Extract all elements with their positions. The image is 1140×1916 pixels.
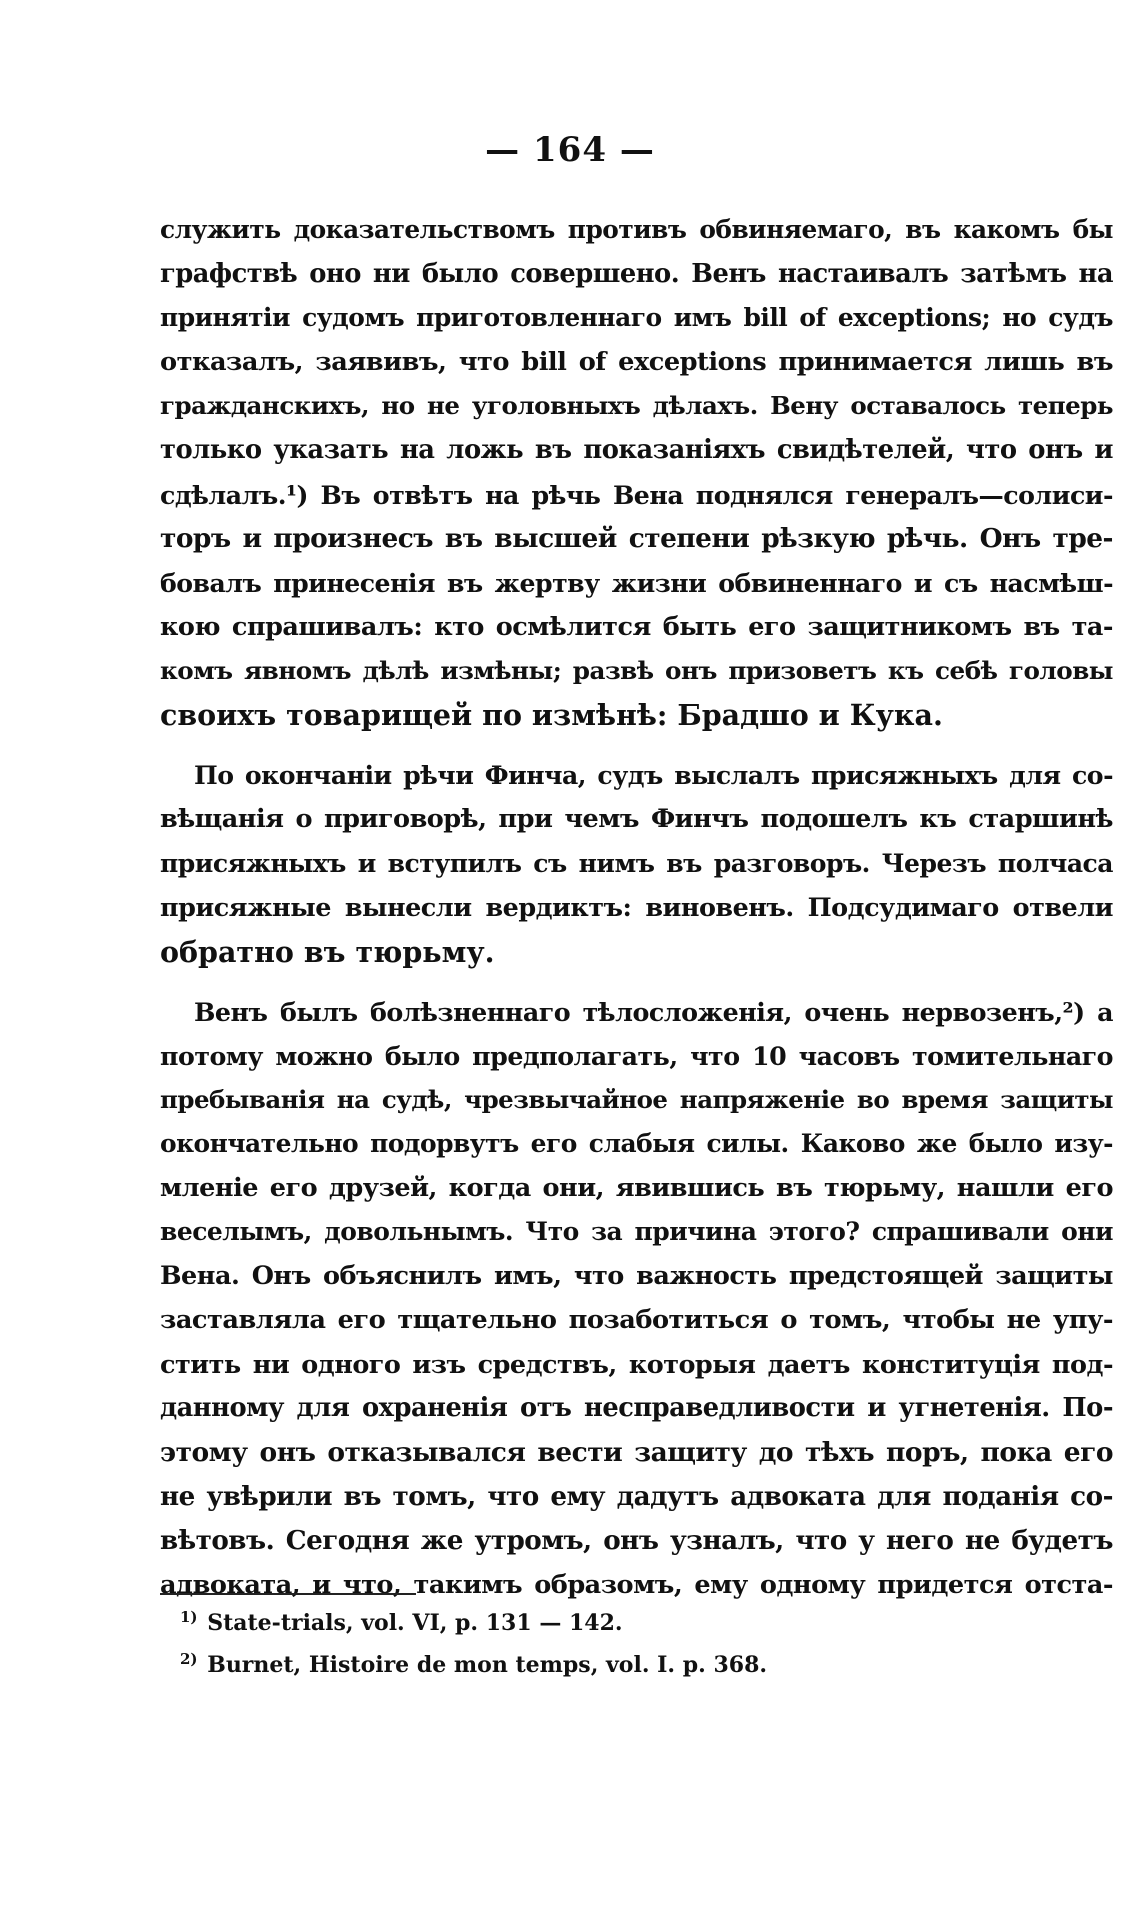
footnote-1 <box>180 1602 1080 1644</box>
text-line: кою спрашивалъ: кто осмѣлится быть его защитникомъ въ та- <box>160 611 1113 642</box>
footnote-marker: 1) <box>180 1608 198 1626</box>
paragraph-gap <box>160 737 1113 753</box>
footnote-marker: 2) <box>180 1650 198 1668</box>
footnote-2 <box>180 1644 1080 1686</box>
paragraph-2 <box>160 753 1113 973</box>
text-line: служить доказательствомъ противъ обвиняемаго, въ какомъ бы <box>160 215 1113 244</box>
footnote-divider <box>160 1593 416 1595</box>
text-line: своихъ товарищей по измѣнѣ: Брадшо и Кука. <box>160 698 943 733</box>
text-line: вѣщанія о приговорѣ, при чемъ Финчъ подошелъ къ старшинѣ <box>160 804 1113 835</box>
text-line: гражданскихъ, но не уголовныхъ дѣлахъ. Вену оставалось теперь <box>160 391 1113 421</box>
footnote-text: State-trials, vol. VI, p. 131 — 142. <box>207 1610 623 1636</box>
text-line: вѣтовъ. Сегодня же утромъ, онъ узналъ, что у него не будетъ <box>160 1524 1113 1556</box>
text-line: графствѣ оно ни было совершено. Венъ настаивалъ затѣмъ на <box>160 259 1113 290</box>
text-line: окончательно подорвутъ его слабыя силы. Каково же было изу- <box>160 1128 1113 1158</box>
footnotes <box>180 1602 1080 1686</box>
text-line: только указать на ложь въ показаніяхъ свидѣтелей, что онъ и <box>160 435 1113 466</box>
text-line: бовалъ принесенія въ жертву жизни обвиненнаго и съ насмѣш- <box>160 567 1113 598</box>
text-line: адвоката, и что, такимъ образомъ, ему одному придется отста- <box>160 1569 1113 1600</box>
text-line: этому онъ отказывался вести защиту до тѣхъ поръ, пока его <box>160 1436 1113 1468</box>
text-line: По окончаніи рѣчи Финча, судъ выслалъ присяжныхъ для со- <box>194 760 1113 791</box>
text-line: Вена. Онъ объяснилъ имъ, что важность предстоящей защиты <box>160 1261 1113 1292</box>
paragraph-gap <box>160 974 1113 990</box>
text-line: не увѣрили въ томъ, что ему дадутъ адвоката для поданія со- <box>160 1480 1113 1512</box>
text-line: комъ явномъ дѣлѣ измѣны; развѣ онъ призоветъ къ себѣ головы <box>160 655 1113 685</box>
text-line: потому можно было предполагать, что 10 часовъ томительнаго <box>160 1040 1113 1071</box>
text-line: мленіе его друзей, когда они, явившись въ тюрьму, нашли его <box>160 1172 1113 1203</box>
text-line: принятіи судомъ приготовленнаго имъ bill of exceptions; но судъ <box>160 303 1113 333</box>
text-line: стить ни одного изъ средствъ, которыя даетъ конституція под- <box>160 1349 1113 1380</box>
text-line: присяжныхъ и вступилъ съ нимъ въ разговоръ. Черезъ полчаса <box>160 848 1113 879</box>
text-line: сдѣлалъ.¹) Въ отвѣтъ на рѣчь Вена поднялся генералъ—солиси- <box>160 479 1113 510</box>
text-line: заставляла его тщательно позаботиться о томъ, чтобы не упу- <box>160 1305 1113 1336</box>
text-line: веселымъ, довольнымъ. Что за причина этого? спрашивали они <box>160 1217 1113 1247</box>
paragraph-1 <box>160 208 1113 737</box>
footnote-text: Burnet, Histoire de mon temps, vol. I. p. 368. <box>207 1652 768 1678</box>
text-line: пребыванія на судѣ, чрезвычайное напряженіе во время защиты <box>160 1084 1113 1114</box>
page-number: — 164 — <box>485 130 655 170</box>
text-line: обратно въ тюрьму. <box>160 934 495 969</box>
text-line: торъ и произнесъ въ высшей степени рѣзкую рѣчь. Онъ тре- <box>160 522 1113 554</box>
text-line: данному для охраненія отъ несправедливости и угнетенія. По- <box>160 1393 1113 1424</box>
text-line: Венъ былъ болѣзненнаго тѣлосложенія, очень нервозенъ,²) а <box>194 996 1113 1027</box>
paragraph-3 <box>160 990 1113 1607</box>
body-text <box>160 208 1113 1607</box>
text-line: отказалъ, заявивъ, что bill of exceptions принимается лишь въ <box>160 347 1113 378</box>
text-line: присяжные вынесли вердиктъ: виновенъ. Подсудимаго отвели <box>160 892 1113 923</box>
